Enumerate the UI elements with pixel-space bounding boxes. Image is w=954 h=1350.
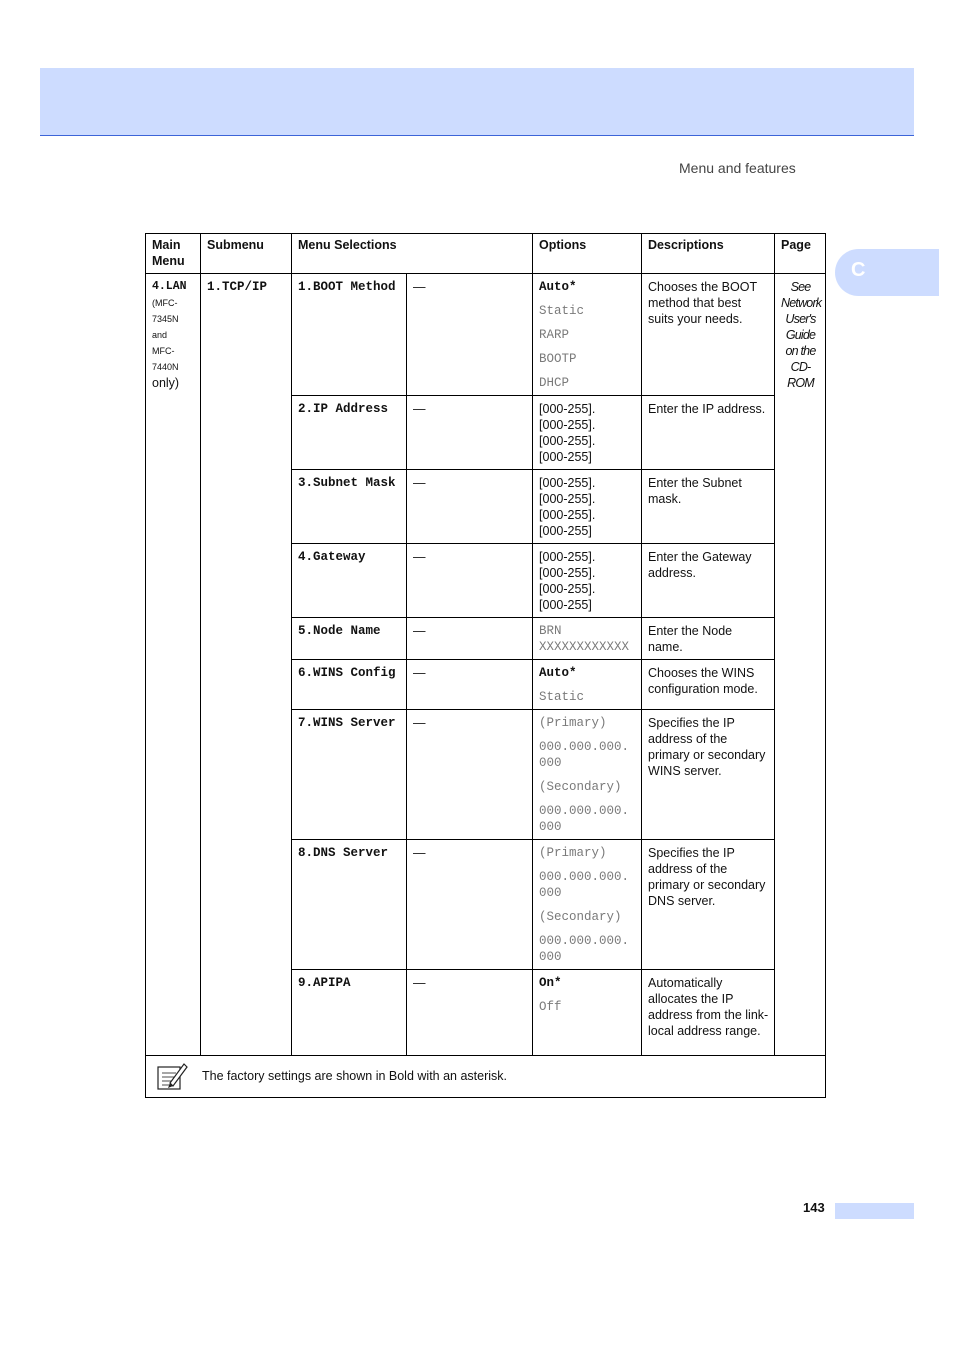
model-note-3: MFC-7440N — [152, 346, 179, 372]
option: XXXXXXXXXXXX — [539, 640, 630, 654]
option: [000-255]. — [539, 566, 596, 580]
col-header-main-menu: Main Menu — [146, 234, 201, 274]
description-cell: Enter the Subnet mask. — [642, 470, 775, 544]
model-note-1: (MFC-7345N — [152, 298, 179, 324]
option-default: On* — [539, 976, 562, 990]
option: 000 — [539, 886, 562, 900]
note-cell — [146, 1056, 826, 1098]
selection-dns-server: 8.DNS Server — [292, 840, 407, 970]
option: [000-255]. — [539, 402, 596, 416]
option: Off — [539, 1000, 562, 1014]
description-cell: Automatically allocates the IP address from the link-local address range. — [642, 970, 775, 1056]
option: [000-255]. — [539, 434, 596, 448]
main-menu-label: 4.LAN — [152, 280, 187, 293]
option: [000-255]. — [539, 550, 596, 564]
option: [000-255]. — [539, 582, 596, 596]
option: RARP — [539, 328, 570, 342]
col-header-menu-selections: Menu Selections — [292, 234, 533, 274]
page-number-bar — [835, 1203, 914, 1219]
option: [000-255] — [539, 598, 592, 612]
submenu-cell: 1.TCP/IP — [201, 274, 292, 1056]
description-cell: Enter the Node name. — [642, 618, 775, 660]
options-cell: (Primary) 000.000.000. 000 (Secondary) 000.000.000. 000 — [533, 710, 642, 840]
option: [000-255]. — [539, 476, 596, 490]
header-band — [40, 68, 914, 136]
dash-cell: — — [407, 710, 533, 840]
option: 000.000.000. — [539, 870, 630, 884]
page-ref-line: Network — [781, 296, 822, 310]
selection-apipa: 9.APIPA — [292, 970, 407, 1056]
note-text: The factory settings are shown in Bold with an asterisk. — [202, 1069, 508, 1083]
option: BRN — [539, 624, 562, 638]
description-cell: Specifies the IP address of the primary or secondary DNS server. — [642, 840, 775, 970]
option-primary-label: Primary — [546, 716, 600, 730]
note-pencil-icon — [156, 1061, 188, 1091]
dash-cell: — — [407, 970, 533, 1056]
col-header-descriptions: Descriptions — [642, 234, 775, 274]
options-cell — [533, 618, 642, 660]
option: 000.000.000. — [539, 740, 630, 754]
option: [000-255] — [539, 450, 592, 464]
page-ref-line: User's — [785, 312, 816, 326]
option-primary-label: Primary — [546, 846, 600, 860]
model-note-4: only) — [152, 376, 180, 390]
option-secondary-label: Secondary — [546, 910, 615, 924]
table-row — [146, 274, 826, 396]
col-header-page: Page — [775, 234, 826, 274]
description-cell: Enter the Gateway address. — [642, 544, 775, 618]
option: 000.000.000. — [539, 934, 630, 948]
col-header-submenu: Submenu — [201, 234, 292, 274]
selection-wins-server: 7.WINS Server — [292, 710, 407, 840]
description-cell: Enter the IP address. — [642, 396, 775, 470]
note-row — [146, 1056, 826, 1098]
options-cell: (Primary) 000.000.000. 000 (Secondary) 000.000.000. 000 — [533, 840, 642, 970]
option: [000-255]. — [539, 492, 596, 506]
selection-node-name: 5.Node Name — [292, 618, 407, 660]
selection-wins-config: 6.WINS Config — [292, 660, 407, 710]
selection-boot-method: 1.BOOT Method — [292, 274, 407, 396]
description-cell: Chooses the BOOT method that best suits your needs. — [642, 274, 775, 396]
option: Static — [539, 690, 585, 704]
option: Static — [539, 304, 585, 318]
option: DHCP — [539, 376, 570, 390]
options-cell — [533, 274, 642, 396]
dash-cell: — — [407, 544, 533, 618]
page-ref-line: CD-ROM — [787, 360, 814, 390]
option: [000-255] — [539, 524, 592, 538]
model-note-2: and — [152, 330, 168, 340]
option: BOOTP — [539, 352, 577, 366]
description-cell: Specifies the IP address of the primary or secondary WINS server. — [642, 710, 775, 840]
dash-cell: — — [407, 618, 533, 660]
page-number: 143 — [803, 1200, 825, 1215]
option: 000 — [539, 950, 562, 964]
menu-table — [145, 233, 826, 1098]
option-secondary-label: Secondary — [546, 780, 615, 794]
dash-cell: — — [407, 470, 533, 544]
dash-cell: — — [407, 840, 533, 970]
page-ref-line: Guide — [785, 328, 816, 342]
option: 000 — [539, 820, 562, 834]
page-reference-cell — [775, 274, 826, 1056]
option-default: Auto* — [539, 280, 577, 294]
selection-ip-address: 2.IP Address — [292, 396, 407, 470]
page-ref-line: on the — [785, 344, 816, 358]
options-cell — [533, 660, 642, 710]
dash-cell: — — [407, 274, 533, 396]
selection-gateway: 4.Gateway — [292, 544, 407, 618]
dash-cell: — — [407, 660, 533, 710]
option: [000-255]. — [539, 418, 596, 432]
options-cell — [533, 544, 642, 618]
option: [000-255]. — [539, 508, 596, 522]
options-cell — [533, 470, 642, 544]
main-menu-cell — [146, 274, 201, 1056]
section-title: Menu and features — [679, 160, 796, 176]
selection-subnet-mask: 3.Subnet Mask — [292, 470, 407, 544]
page-ref-line: See — [790, 280, 811, 294]
options-cell — [533, 396, 642, 470]
table-header-row — [146, 234, 826, 274]
chapter-tab-label: C — [851, 259, 866, 281]
option: 000.000.000. — [539, 804, 630, 818]
options-cell — [533, 970, 642, 1056]
col-header-options: Options — [533, 234, 642, 274]
dash-cell: — — [407, 396, 533, 470]
option: 000 — [539, 756, 562, 770]
option-default: Auto* — [539, 666, 577, 680]
description-cell: Chooses the WINS configuration mode. — [642, 660, 775, 710]
chapter-tab — [835, 249, 939, 296]
